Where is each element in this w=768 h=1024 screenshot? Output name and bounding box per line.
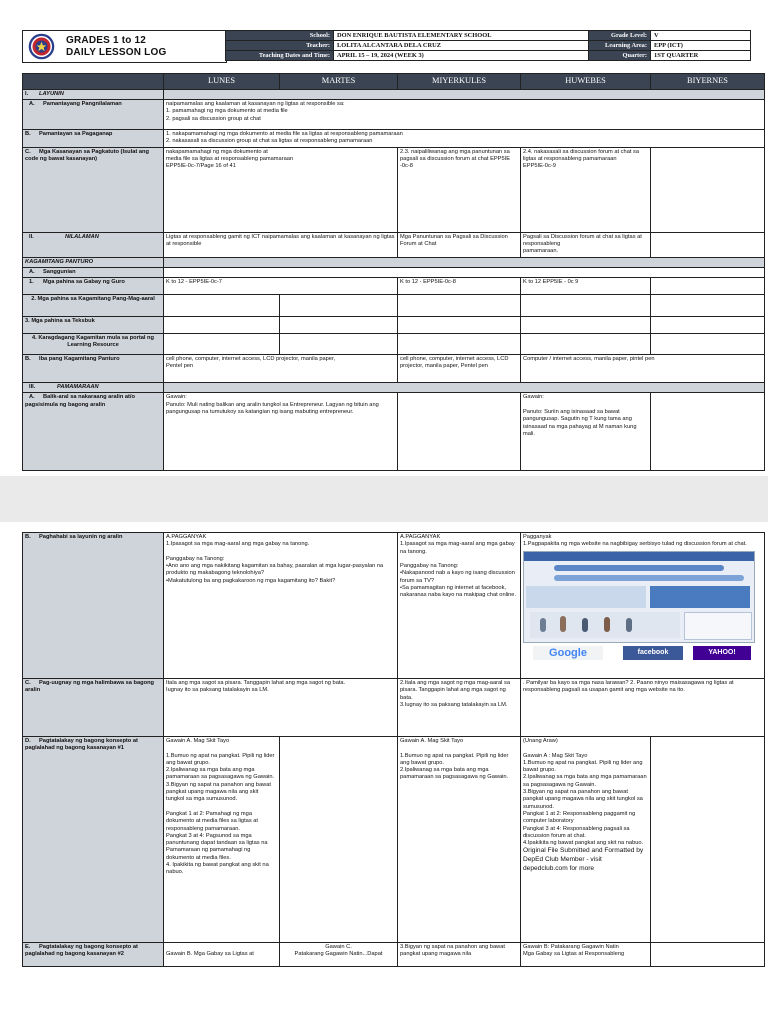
- section-layunin: I. LAYUNIN: [23, 89, 164, 99]
- row-label-balik-aral: A. Balik-aral sa nakaraang aralin at/o pagsisimula ng bagong aralin: [23, 393, 164, 471]
- row-label-pamantayang-pangnilalaman: A. Pamantayang Pangnilalaman: [23, 100, 164, 130]
- linking-thu: . Pamilyar ba kayo sa mga nasa larawan? 2. Paano ninyo maisasagawa ng ligtas at responsableng pagsali sa usapan gamit ang mga website na ito.: [521, 679, 765, 737]
- motivation-mon: A.PAGGANYAK 1.Ipasagot sa mga mag-aaral ang mga gabay na tanong. Panggabay na Tanong: •Ano ano ang mga nakikitang kagamitan sa bahay, paaralan at mga lugar-pasyalan na produkto ng makabagong teknolohiya? •Makatutulong ba ang pagkakaroon ng mga kagamitang ito? Bakit?: [164, 533, 398, 679]
- info-table: [225, 30, 751, 61]
- screenshot-search-bar: [554, 575, 744, 581]
- row-label-kasanayan: C. Mga Kasanayan sa Pagkatuto (Isulat ang code ng bawat kasanayan): [23, 147, 164, 232]
- row-label-kagamitang-pang-mag-aaral: 2. Mga pahina sa Kagamitang Pang-Mag-aaral: [23, 295, 164, 317]
- day-header: BIYERNES: [651, 74, 765, 90]
- review-mon: Gawain: Panuto: Muli nating balikan ang aralin tungkol sa Entrepreneur. Lagyan ng bituin ang pangungusap na tumutukoy sa katangian ng isang mabuting entrepreneur.: [164, 393, 398, 471]
- grade-value: V: [651, 31, 751, 41]
- day-header: MARTES: [280, 74, 398, 90]
- linking-wed: 2.Itala ang mga sagot ng mga mag-aaral sa pisara. Tanggapin lahat ang mga sagot ng bata. 3.Iugnay ito sa paksang tatalakayin sa LM.: [398, 679, 521, 737]
- dates-value: APRIL 15 – 19, 2024 (WEEK 3): [334, 51, 589, 61]
- ref-thu: K to 12 EPP5IE - 0c 9: [521, 278, 651, 295]
- school-label: School:: [226, 31, 334, 41]
- row-label-gabay-guro: 1. Mga pahina sa Gabay ng Guro: [23, 278, 164, 295]
- row-label-pagtatalakay-2: E. Pagtatalakay ng bagong konsepto at paglalahad ng bagong kasanayan #2: [23, 943, 164, 967]
- lesson-log-page-2: [0, 522, 768, 1024]
- screenshot-sidebar: [684, 612, 752, 640]
- title-line-2: DAILY LESSON LOG: [66, 47, 167, 58]
- screenshot-search-bar: [554, 565, 724, 571]
- motivation-thu-cell: [521, 533, 765, 679]
- dates-label: Teaching Dates and Time:: [226, 51, 334, 61]
- title-box: [22, 30, 227, 63]
- section-kagamitang-panturo: KAGAMITANG PANTURO: [23, 257, 164, 267]
- lesson-plan-table: [22, 73, 765, 471]
- competency-wed: 2.3. naipaliliwanag ang mga panuntunan sa pagsali sa discussion forum at chat EPP5IE -0c-8: [398, 147, 521, 232]
- deped-seal-icon: [28, 33, 55, 60]
- quarter-label: Quarter:: [589, 51, 651, 61]
- content-mon: Ligtas at responsableng gamit ng ICT naipamamalas ang kaalaman at kasanayan ng ligtas at responsible: [164, 232, 398, 257]
- motivation-wed: A.PAGGANYAK 1.Ipasagot sa mga mag-aaral ang mga gabay na tanong. Panggabay na Tanong: •Nakapanood nab a kayo ng isang discussion forum sa TV? •Sa pamamagitan ng internet at facebook, nakaranas naba kayo na makipag chat online.: [398, 533, 521, 679]
- materials-wed: cell phone, computer, internet access, LCD projector, manila paper, Pentel pen: [398, 355, 521, 383]
- day-header: LUNES: [164, 74, 280, 90]
- row-label-pag-uugnay: C. Pag-uugnay ng mga halimbawa sa bagong aralin: [23, 679, 164, 737]
- day-header: HUWEBES: [521, 74, 651, 90]
- lesson-plan-table-continued: [22, 532, 765, 967]
- title-line-1: GRADES 1 to 12: [66, 35, 147, 46]
- row-label-teksbuk: 3. Mga pahina sa Teksbuk: [23, 317, 164, 334]
- discussion2-mon: Gawain B. Mga Gabay sa Ligtas at: [164, 943, 280, 967]
- competency-thu: 2.4. nakasasali sa discussion forum at chat sa ligtas at responsableng pamamaraan EPP5IE-0c-9: [521, 147, 651, 232]
- google-logo: Google: [533, 646, 603, 660]
- grade-label: Grade Level:: [589, 31, 651, 41]
- logo-strip: [523, 645, 753, 662]
- review-thu: Gawain: Panuto: Suriin ang isinasaad sa bawat pangungusap. Sagutin ng T kung tama ang isinasaad na mga pahayag at M naman kung mali.: [521, 393, 651, 471]
- teacher-label: Teacher:: [226, 41, 334, 51]
- row-label-pagtatalakay-1: D. Pagtatalakay ng bagong konsepto at paglalahad ng bagong kasanayan #1: [23, 737, 164, 943]
- row-label-iba-pang-kagamitan: B. Iba pang Kagamitang Panturo: [23, 355, 164, 383]
- section-pamamaraan: III. PAMAMARAAN: [23, 383, 164, 393]
- facebook-logo: facebook: [623, 646, 683, 660]
- discussion1-thu: (Unang Araw) Gawain A : Mag Skit Tayo 1.Bumuo ng apat na pangkat. Pipili ng lider ang bawat grupo. 2.Ipaliwanag sa mga bata ang mga pamamaraan sa pagsasagawa ng Gawain. 3.Bigyan ng sapat na panahon ang bawat pangkat upang magawa nila ang skit tungkol sa sumusunod. Pangkat 1 at 2: Responsableng paggamit ng computer laboratory Pangkat 3 at 4: Responsableng pagsali sa discussion forum at chat. 4.Ipakikita ng bawat pangkat ang skit na nabuo.: [523, 738, 647, 847]
- screenshot-panel: [650, 586, 750, 608]
- lesson-log-page-1: [0, 0, 768, 476]
- row-label-paghahabi: B. Paghahabi sa layunin ng aralin: [23, 533, 164, 679]
- discussion2-wed: 3.Bigyan ng sapat na panahon ang bawat pangkat upang magawa nila: [398, 943, 521, 967]
- row-label-pamantayan-sa-pagaganap: B. Pamantayan sa Pagaganap: [23, 130, 164, 148]
- discussion2-tue: Gawain C. Patakarang Gagawin Natin...Dapat: [280, 943, 398, 967]
- materials-mon: cell phone, computer, internet access, LCD projector, manila paper, Pentel pen: [164, 355, 398, 383]
- school-value: DON ENRIQUE BAUTISTA ELEMENTARY SCHOOL: [334, 31, 589, 41]
- discussion1-wed: Gawain A. Mag Skit Tayo 1.Bumuo ng apat na pangkat. Pipili ng lider ang bawat grupo. 2.Ipaliwanag sa mga bata ang mga pamamaraan sa pagsasagawa ng Gawain.: [398, 737, 521, 943]
- content-standard-text: naipamamalas ang kaalaman at kasanayan ng ligtas at responsible sa: 1. pamamahagi ng mga dokumento at media file 2. pagsali sa discussion group at chat: [164, 100, 765, 130]
- day-header: MIYERKULES: [398, 74, 521, 90]
- discussion2-thu: Gawain B: Patakarang Gagawin Natin Mga Gabay sa Ligtas at Responsableng: [521, 943, 651, 967]
- screenshot-topbar: [524, 552, 754, 561]
- ref-wed: K to 12 - EPP5IE-0c-8: [398, 278, 521, 295]
- area-label: Learning Area:: [589, 41, 651, 51]
- linking-mon: Itala ang mga sagot sa pisara. Tanggapin lahat ang mga sagot ng bata. Iugnay ito sa paksang tatalakayin sa LM.: [164, 679, 398, 737]
- row-label-learning-resource: 4. Karagdagang Kagamitan mula sa portal ng Learning Resource: [23, 334, 164, 355]
- screenshot-people-image: [530, 612, 680, 638]
- ref-mon: K to 12 - EPP5IE-0c-7: [164, 278, 398, 295]
- competency-mon: nakapamamahagi ng mga dokumento at media file sa ligtas at responsableng pamamaraan EPP5IE-0c-7/Page 16 of 41: [164, 147, 398, 232]
- row-label-sanggunian: A. Sanggunian: [23, 267, 164, 277]
- quarter-value: 1ST QUARTER: [651, 51, 751, 61]
- section-nilalaman: II. NILALAMAN: [23, 232, 164, 257]
- motivation-thu: Pagganyak 1.Pagpapakita ng mga website na nagbibigay serbisyo tulad ng discussion forum at chat.: [523, 534, 747, 548]
- yahoo-logo: YAHOO!: [693, 646, 751, 660]
- header-block: [22, 30, 750, 63]
- depedclub-note: Original File Submitted and Formatted by DepEd Club Member - visit depedclub.com for more: [523, 847, 644, 872]
- website-screenshot: [523, 551, 755, 643]
- area-value: EPP (ICT): [651, 41, 751, 51]
- content-thu: Pagsali sa Discussion forum at chat sa ligtas at responsableng pamamaraan.: [521, 232, 651, 257]
- day-header-row: [23, 74, 765, 90]
- teacher-value: LOLITA ALCANTARA DELA CRUZ: [334, 41, 589, 51]
- screenshot-panel: [526, 586, 646, 608]
- materials-thu: Computer / internet access, manila paper, pintel pen: [521, 355, 765, 383]
- performance-standard-text: 1. nakapamamahagi ng mga dokumento at media file sa ligtas at responsableng pamamaraan 2. nakasasali sa discussion group at chat sa ligtas at responsableng pamamaraan: [164, 130, 765, 148]
- content-wed: Mga Panuntunan sa Pagsali sa Discussion Forum at Chat: [398, 232, 521, 257]
- discussion1-mon: Gawain A. Mag Skit Tayo 1.Bumuo ng apat na pangkat. Pipili ng lider ang bawat grupo. 2.Ipaliwanag sa mga bata ang mga pamamaraan sa pagsasagawa ng Gawain. 3.Bigyan ng sapat na panahon ang bawat pangkat upang magawa nila ang skit tungkol sa mga sumusunod. Pangkat 1 at 2: Pamahagi ng mga dokumento at media files sa ligtas at responsableng pamamaraan. Pangkat 3 at 4: Pagsunod sa mga panuntunang dapat tandaan sa ligtas na Pamamaraan ng pamamahagi ng dokumento at media files. 4. Ipakikita ng bawat pangkat ang skit na nabuo.: [164, 737, 280, 943]
